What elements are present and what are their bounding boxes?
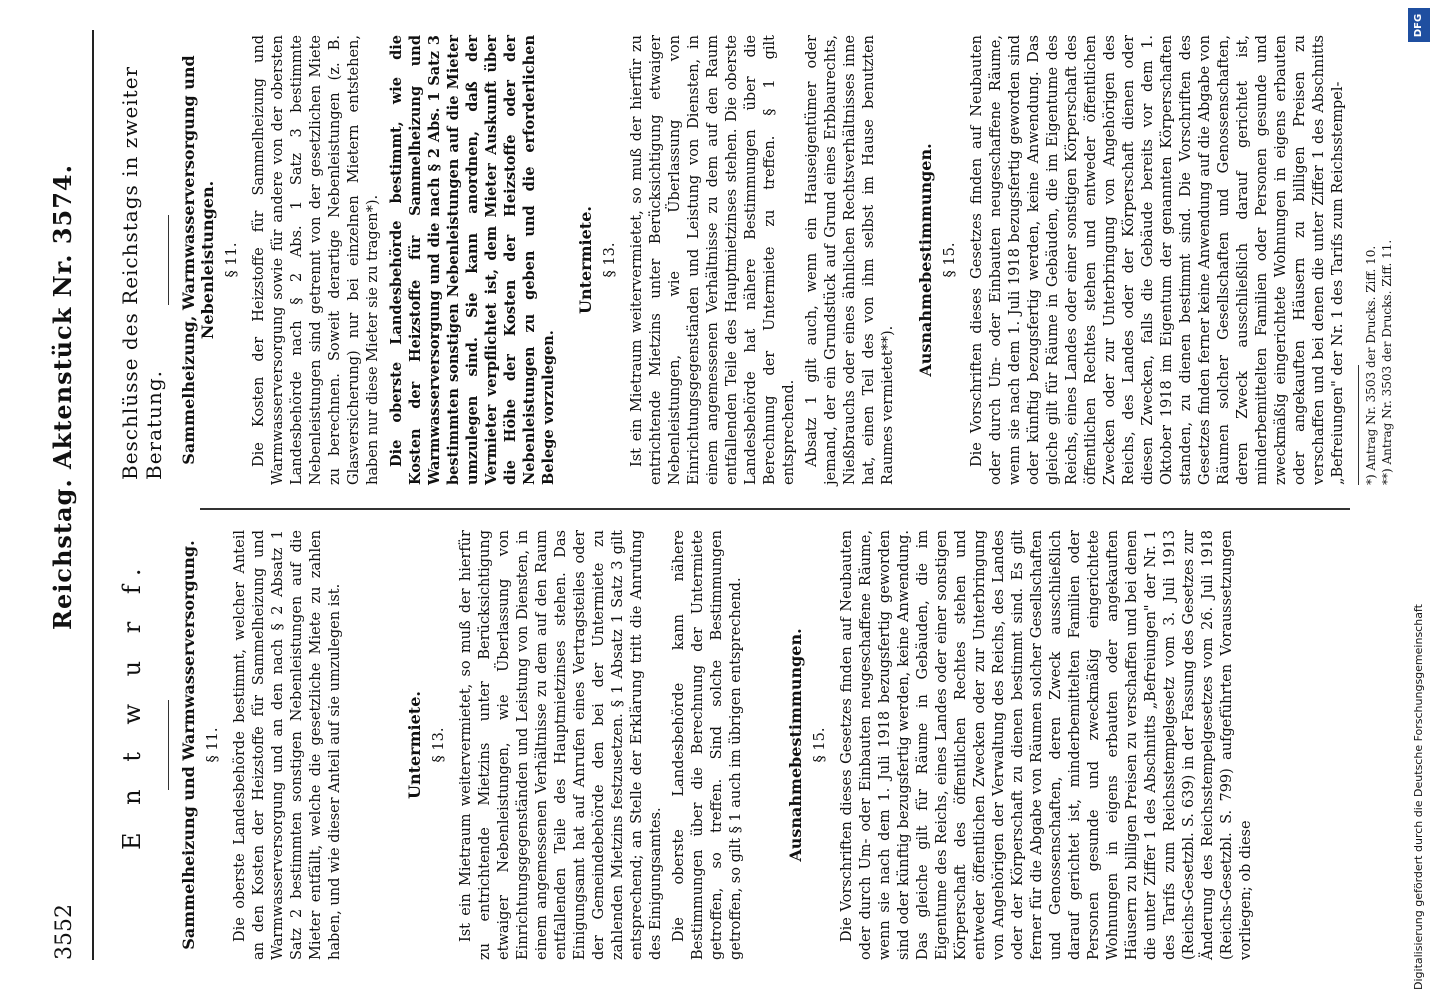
right-section-title-heating: Sammelheizung, Warmwasserversorgung und Nebenleistungen. — [179, 55, 217, 465]
page-number: 3552 — [52, 904, 77, 960]
left-section-title-heating: Sammelheizung und Warmwasserversorgung. — [179, 540, 198, 950]
right-text-13a: Ist ein Mietraum weitervermietet, so muß der hierfür zu entrichtende Mietzins unter Berücksichtigung etwaiger Nebenleistungen, wie Überlassung von Einrichtungsgegenständen und Leistung von Diensten, in einem angemessenen Verhältnisse zu dem auf den Raum entfallenden Teile des Hauptmietzinses stehen. Die oberste Landesbehörde hat nähere Bestimmungen über die Berechnung der Untermiete zu treffen. § 1 gilt entsprechend. — [629, 35, 797, 485]
left-section-title-sublet: Untermiete. — [405, 691, 424, 799]
left-column — [160, 530, 1260, 960]
left-text-13a: Ist ein Mietraum weitervermietet, so muß der hierfür zu entrichtende Mietzins unter Berücksichtigung etwaiger Nebenleistungen, wie Überlassung von Einrichtungsgegenständen und Leistung von Diensten, in einem angemessenen Verhältnisse zu dem auf den Raum entfallenden Teile des Hauptmietzinses stehen. Das Einigungsamt hat auf Anrufen eines Vertragsteiles oder der Gemeindebehörde den bei der Untermiete zu zahlenden Mietzins festzusetzen. § 1 Absatz 1 Satz 3 gilt entsprechend; an Stelle der Erklärung tritt die Anrufung des Einigungsamtes. — [458, 530, 664, 960]
left-paragraph-15: § 15. — [812, 727, 828, 763]
credit-text: Digitalisierung gefördert durch die Deutsche Forschungsgemeinschaft — [1412, 604, 1425, 990]
right-paragraph-11: § 11. — [224, 242, 240, 278]
dfg-logo-text: DFG — [1413, 13, 1425, 37]
page-title: Reichstag. Aktenstück Nr. 3574. — [48, 164, 77, 630]
left-heading-rule — [168, 700, 169, 790]
page-header — [48, 30, 88, 960]
footnote-2: **) Antrag Nr. 3503 der Drucks. Ziff. 11. — [1380, 239, 1394, 485]
right-heading-rule — [168, 215, 169, 305]
credit-strip — [1398, 0, 1434, 1000]
dfg-logo-icon — [1408, 8, 1430, 42]
right-column — [160, 35, 1395, 485]
column-divider — [200, 508, 1350, 510]
right-paragraph-13: § 13. — [602, 242, 618, 278]
header-rule — [92, 30, 94, 960]
left-text-13b: Die oberste Landesbehörde kann nähere Bestimmungen über die Berechnung der Untermiete getroffen, so treffen. Sind solche Bestimmungen getroffen, so gilt § 1 auch im übrigen entsprechend. — [671, 530, 744, 960]
footnote-rule — [1358, 365, 1359, 485]
left-section-title-exceptions: Ausnahmebestimmungen. — [786, 628, 805, 862]
right-paragraph-15: § 15. — [942, 242, 958, 278]
right-column-heading: Beschlüsse des Reichstags in zweiter Beratung. — [118, 65, 166, 480]
left-paragraph-13: § 13. — [431, 727, 447, 763]
left-text-15: Die Vorschriften dieses Gesetzes finden auf Neubauten oder durch Um- oder Einbauten neugeschaffene Räume, wenn sie nach dem 1. Juli 1918 bezugsfertig geworden sind oder künftig bezugsfertig werden, keine Anwendung. Das gleiche gilt für Räume in Gebäuden, die im Eigentume des Reichs, eines Landes oder einer sonstigen Körperschaft des öffentlichen Rechtes stehen und entweder öffentlichen Zwecken oder zur Unterbringung von Angehörigen der Verwaltung des Reichs, des Landes oder der Körperschaft zu dienen bestimmt sind. Es gilt ferner für die Abgabe von Räumen solcher Gesellschaften und Genossenschaften, deren Zweck ausschließlich darauf gerichtet ist, minderbemittelten Familien oder Personen gesunde und zweckmäßig eingerichtete Wohnungen in eigens erbauten oder angekauften Häusern zu billigen Preisen zu verschaffen und bei denen die unter Ziffer 1 des Abschnitts „Befreiungen" der Nr. 1 des Tarifs zum Reichsstempelgesetz vom 3. Juli 1913 (Reichs-Gesetzbl. S. 639) in der Fassung des Gesetzes zur Änderung des Reichsstempelgesetzes vom 26. Juli 1918 (Reichs-Gesetzbl. S. 799) aufgeführten Voraussetzungen vorliegen; ob diese — [839, 530, 1254, 960]
right-text-11b: Die oberste Landesbehörde bestimmt, wie die Kosten der Heizstoffe für Sammelheizung und Warmwasserversorgung und die nach § 2 Abs. 1 Satz 3 bestimmten sonstigen Nebenleistungen auf die Mieter umzulegen sind. Sie kann anordnen, daß der Vermieter verpflichtet ist, dem Mieter Auskunft über die Höhe der Kosten der Heizstoffe oder der Nebenleistungen zu geben und die erforderlichen Belege vorzulegen. — [388, 35, 557, 485]
left-column-heading: E n t w u r f. — [118, 558, 146, 850]
footnote-1: *) Antrag Nr. 3503 der Drucks. Ziff. 10. — [1364, 245, 1378, 485]
left-text-11: Die oberste Landesbehörde bestimmt, welcher Anteil an den Kosten der Heizstoffe für Sammelheizung und Warmwasserversorgung und an den nach § 2 Absatz 1 Satz 2 bestimmten sonstigen Nebenleistungen auf die Mieter entfällt, welche die gesetzliche Miete zu zahlen haben, und wie dieser Anteil auf sie umzulegen ist. — [232, 530, 343, 960]
right-text-15: Die Vorschriften dieses Gesetzes finden auf Neubauten oder durch Um- oder Einbauten neugeschaffene Räume, wenn sie nach dem 1. Juli 1918 bezugsfertig geworden sind oder künftig bezugsfertig werden, keine Anwendung. Das gleiche gilt für Räume in Gebäuden, die im Eigentume des Reichs, eines Landes oder einer sonstigen Körperschaft des öffentlichen Rechtes stehen und entweder öffentlichen Zwecken oder zur Unterbringung von Angehörigen des Reichs, des Landes oder der Körperschaft dienen oder diesen Zwecken, falls die Gebäude bereits vor dem 1. Oktober 1918 im Eigentum der genannten Körperschaften standen, zu dienen bestimmt sind. Die Vorschriften des Gesetzes finden ferner keine Anwendung auf die Abgabe von Räumen solcher Gesellschaften und Genossenschaften, deren Zweck ausschließlich darauf gerichtet ist, minderbemittelten Familien oder Personen gesunde und zweckmäßig eingerichtete Wohnungen in eigens erbauten oder angekauften Häusern zu billigen Preisen zu verschaffen und bei denen die unter Ziffer 1 des Abschnitts „Befreiungen" der Nr. 1 des Tarifs zum Reichsstempel- — [969, 35, 1346, 485]
right-text-11a: Die Kosten der Heizstoffe für Sammelheizung und Warmwasserversorgung sowie für andere von der obersten Landesbehörde nach § 2 Abs. 1 Satz 3 bestimmte Nebenleistungen sind getrennt von der gesetzlichen Miete zu berechnen. Soweit derartige Nebenleistungen (z. B. Glasversicherung) nur bei einzelnen Mietern entstehen, haben nur diese Mieter sie zu tragen*). — [251, 35, 381, 485]
right-section-title-exceptions: Ausnahmebestimmungen. — [916, 143, 935, 377]
right-section-title-sublet: Untermiete. — [576, 206, 595, 314]
left-paragraph-11: § 11. — [205, 727, 221, 763]
right-text-13b: Absatz 1 gilt auch, wenn ein Hauseigentümer oder jemand, der ein Grundstück auf Grund eines Erbbaurechts, Nießbrauchs oder eines ähnlichen Rechtsverhältnisses inne hat, einen Teil des von ihm selbst im Hause benutzten Raumes vermietet**). — [804, 35, 896, 485]
